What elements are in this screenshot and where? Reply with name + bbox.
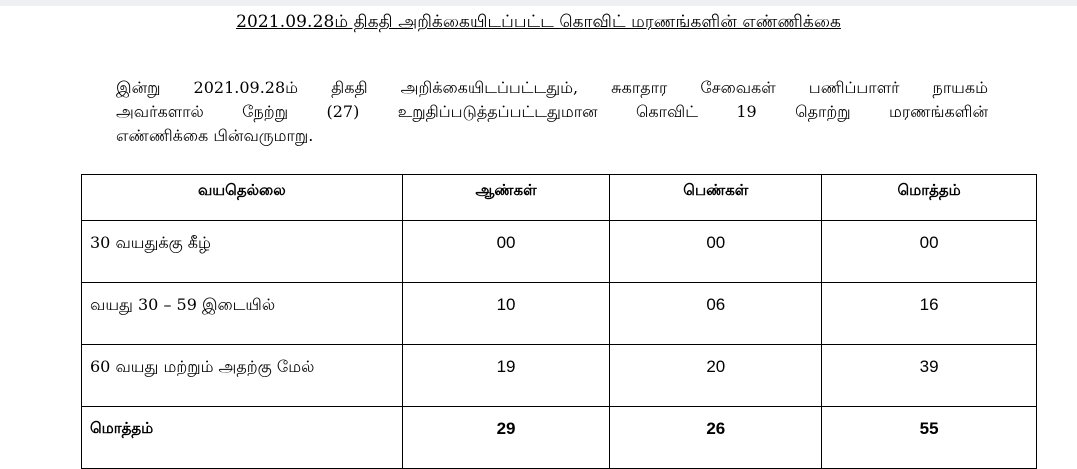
- paragraph-line-2: அவர்களால் நேற்று (27) உறுதிப்படுத்தப்பட்டதுமான கொவிட் 19 தொற்று மரணங்களின்: [116, 102, 988, 121]
- paragraph-line-1: இன்று 2021.09.28ம் திகதி அறிக்கையிடப்பட்டதும், சுகாதார சேவைகள் பணிப்பாளர் நாயகம்: [116, 78, 988, 97]
- total-females: 26: [610, 407, 822, 469]
- cell-total: 16: [822, 283, 1037, 345]
- table-row: [82, 221, 1037, 283]
- header-males: ஆண்கள்: [402, 175, 610, 221]
- total-row: [82, 407, 1037, 469]
- cell-females: 20: [610, 345, 822, 407]
- cell-total: 00: [822, 221, 1037, 283]
- table-row: [82, 283, 1037, 345]
- header-age-range: வயதெல்லை: [82, 175, 403, 221]
- table-row: [82, 345, 1037, 407]
- paragraph-line-3: எண்ணிக்கை பின்வருமாறு.: [116, 126, 314, 145]
- header-females: பெண்கள்: [610, 175, 822, 221]
- cell-females: 06: [610, 283, 822, 345]
- document-title: 2021.09.28ம் திகதி அறிக்கையிடப்பட்ட கொவிட் மரணங்களின் எண்ணிக்கை: [236, 12, 841, 32]
- table-header-row: [82, 175, 1037, 221]
- top-strip: [0, 0, 1077, 6]
- row-label: 30 வயதுக்கு கீழ்: [82, 221, 403, 283]
- cell-males: 10: [402, 283, 610, 345]
- cell-males: 19: [402, 345, 610, 407]
- header-total: மொத்தம்: [822, 175, 1037, 221]
- total-males: 29: [402, 407, 610, 469]
- cell-males: 00: [402, 221, 610, 283]
- cell-females: 00: [610, 221, 822, 283]
- total-all: 55: [822, 407, 1037, 469]
- intro-paragraph: [116, 76, 988, 148]
- total-label: மொத்தம்: [82, 407, 403, 469]
- row-label: வயது 30 – 59 இடையில்: [82, 283, 403, 345]
- cell-total: 39: [822, 345, 1037, 407]
- row-label: 60 வயது மற்றும் அதற்கு மேல்: [82, 345, 403, 407]
- deaths-table: [81, 174, 1037, 469]
